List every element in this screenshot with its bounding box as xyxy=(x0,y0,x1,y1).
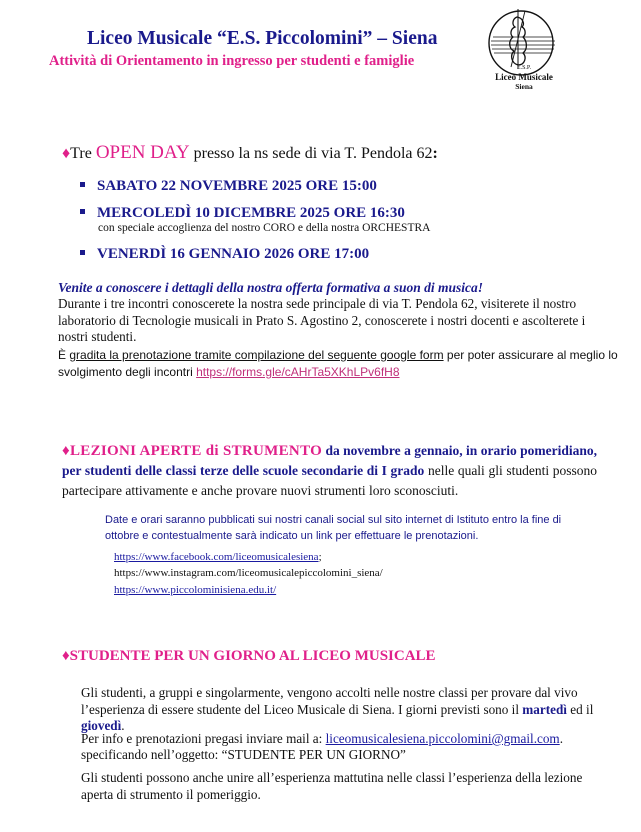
lezioni-aperte-paragraph: ♦LEZIONI APERTE di STRUMENTO da novembre a gennaio, in orario pomeridiano, per studenti delle classi terze delle scuole secondarie di I grado nelle quali gli studenti possono partecipare attivamente e anche provare nuovi strumenti loro sconosciuti. xyxy=(62,443,597,498)
facebook-link[interactable]: https://www.facebook.com/liceomusicalesiena xyxy=(114,551,319,563)
lezioni-aperte-heading: ♦LEZIONI APERTE di STRUMENTO xyxy=(62,443,323,459)
studente-heading: ♦STUDENTE PER UN GIORNO AL LICEO MUSICALE xyxy=(62,648,436,664)
diamond-bullet-icon: ♦ xyxy=(62,145,71,162)
open-day-note: con speciale accoglienza del nostro CORO e della nostra ORCHESTRA xyxy=(98,222,431,234)
page-subtitle: Attività di Orientamento in ingresso per studenti e famiglie xyxy=(49,53,415,69)
open-day-date-2: MERCOLEDÌ 10 DICEMBRE 2025 ORE 16:30 xyxy=(80,205,405,222)
studente-contact: Per info e prenotazioni pregasi inviare mail a: liceomusicalesiena.piccolomini@gmail.com. xyxy=(81,731,563,746)
google-form-link[interactable]: https://forms.gle/cAHrTa5XKhLPv6fH8 xyxy=(196,365,400,379)
social-channels-note: Date e orari saranno pubblicati sui nostri canali social sul sito internet di Istituto entro la fine di ottobre e contestualmente sarà indicato un link per effettuare le prenotazioni. xyxy=(105,514,562,542)
page-title: Liceo Musicale “E.S. Piccolomini” – Siena xyxy=(87,28,438,49)
open-day-highlight: OPEN DAY xyxy=(95,142,190,163)
day-martedi: martedì xyxy=(522,701,567,717)
facebook-link-row: https://www.facebook.com/liceomusicalesiena; xyxy=(114,551,322,563)
diamond-bullet-icon: ♦ xyxy=(62,443,70,459)
square-bullet-icon xyxy=(80,209,85,214)
studente-paragraph-1: Gli studenti, a gruppi e singolarmente, vengono accolti nelle nostre classi per provare dal vivo l’esperienza di essere studente del Liceo Musicale di Siena. I giorni previsti sono il martedì ed il giovedì. xyxy=(81,685,594,733)
open-day-description: Durante i tre incontri conoscerete la nostra sede principale di via T. Pendola 62, visiterete il nostro laboratorio di Tecnologie musicali in Prato S. Agostino 2, conoscerete i nostri docenti e ascolterete i nostri studenti. xyxy=(58,296,586,344)
logo-name: Liceo Musicale xyxy=(495,72,553,82)
open-day-heading: ♦Tre OPEN DAY presso la ns sede di via T. Pendola 62: xyxy=(62,142,438,163)
open-day-date-1: SABATO 22 NOVEMBRE 2025 ORE 15:00 xyxy=(80,178,377,195)
square-bullet-icon xyxy=(80,250,85,255)
square-bullet-icon xyxy=(80,182,85,187)
open-day-date-3: VENERDÌ 16 GENNAIO 2026 ORE 17:00 xyxy=(80,246,369,263)
open-day-tagline: Venite a conoscere i dettagli della nostra offerta formativa a suon di musica! xyxy=(58,280,484,295)
email-link[interactable]: liceomusicalesiena.piccolomini@gmail.com xyxy=(325,731,560,746)
logo-city: Siena xyxy=(515,82,533,91)
instagram-link[interactable]: https://www.instagram.com/liceomusicalepiccolomini_siena/ xyxy=(114,567,383,579)
booking-form-paragraph: È gradita la prenotazione tramite compilazione del seguente google form per poter assicurare al meglio lo svolgimento degli incontri https://forms.gle/cAHrTa5XKhLPv6fH8 xyxy=(58,348,618,379)
studente-paragraph-2: Gli studenti possono anche unire all’esperienza mattutina nelle classi l’esperienza della lezione aperta di strumento il pomeriggio. xyxy=(81,770,583,802)
studente-subject: specificando nell’oggetto: “STUDENTE PER UN GIORNO” xyxy=(81,747,406,762)
day-giovedi: giovedì xyxy=(81,718,122,733)
logo-initials: E.S.P. xyxy=(516,65,532,71)
website-link-row xyxy=(114,584,276,596)
website-link[interactable]: https://www.piccolominisiena.edu.it/ xyxy=(114,584,277,596)
school-logo xyxy=(481,5,567,105)
diamond-bullet-icon: ♦ xyxy=(62,648,70,664)
